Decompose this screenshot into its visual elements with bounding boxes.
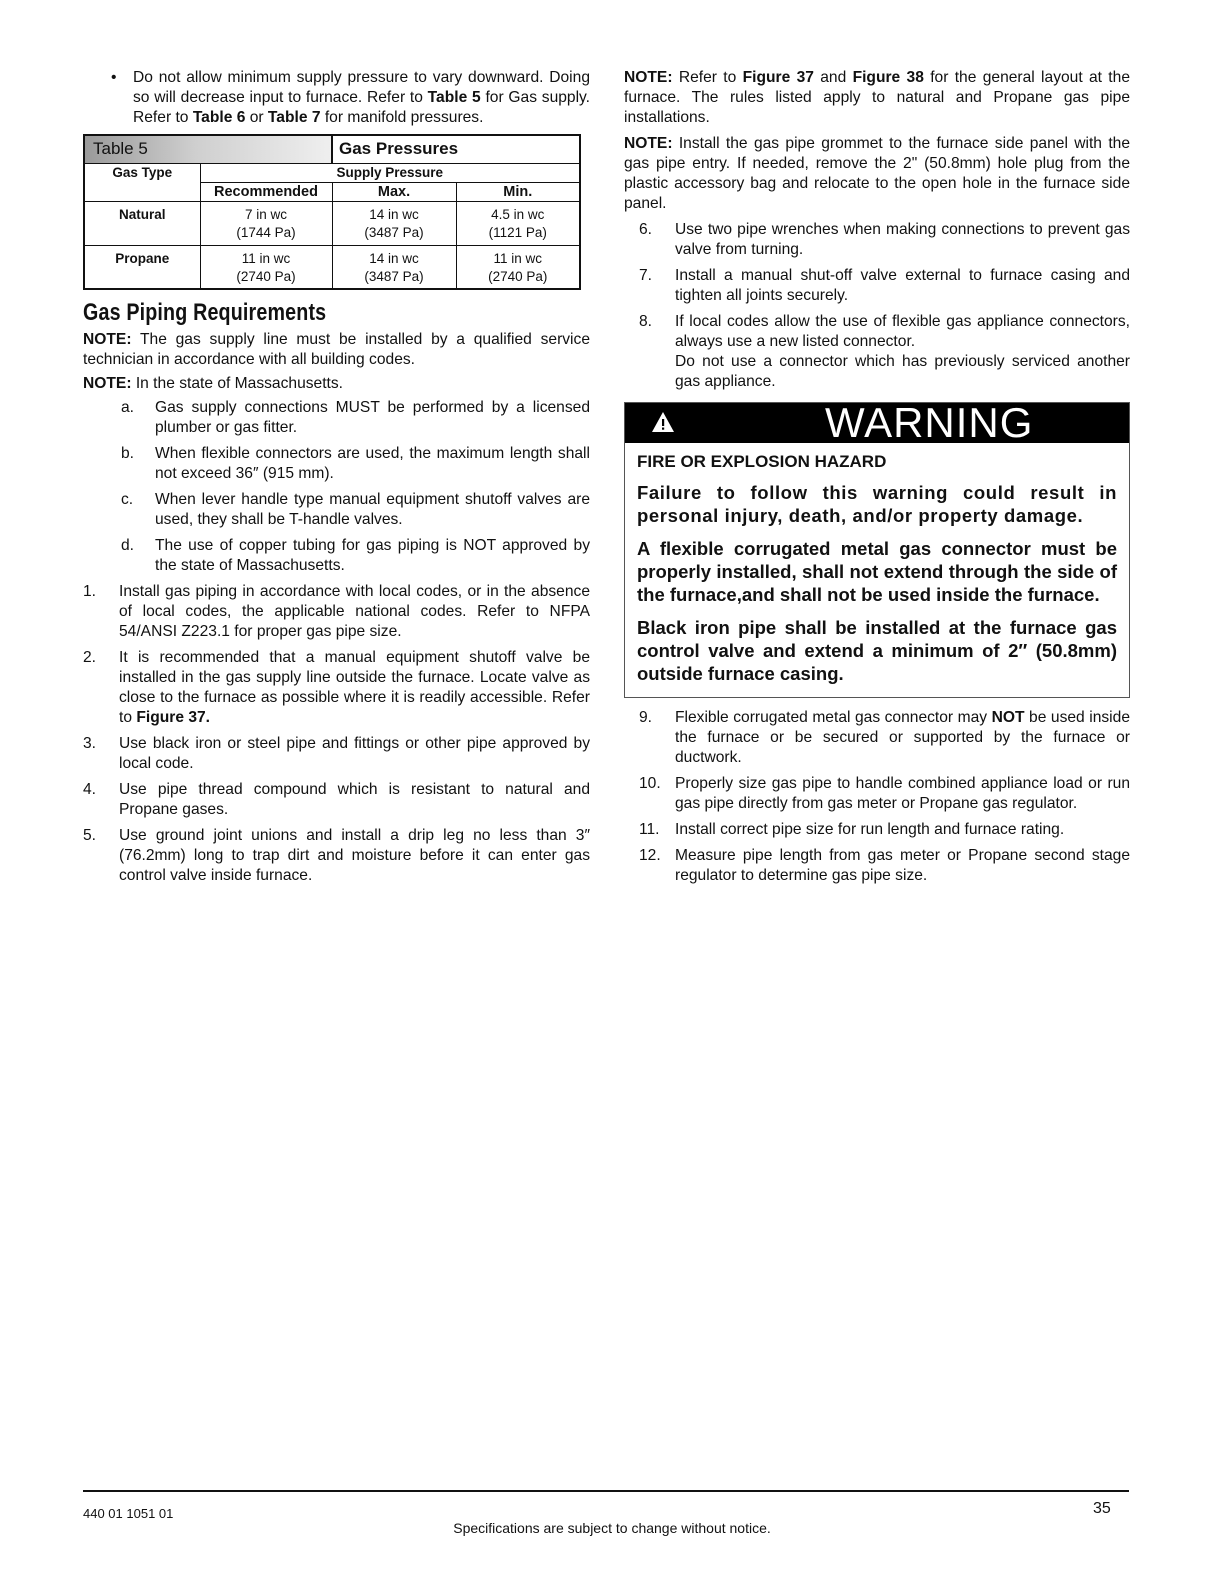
row-recommended: 7 in wc (1744 Pa) — [200, 201, 332, 245]
warning-title: WARNING — [825, 399, 1034, 446]
page-number: 35 — [1093, 1500, 1111, 1517]
list-item: b. When flexible connectors are used, the maximum length shall not exceed 36″ (915 mm). — [121, 445, 590, 482]
header-max: Max. — [332, 182, 456, 201]
row-min: 11 in wc (2740 Pa) — [456, 245, 580, 289]
note-massachusetts: NOTE: In the state of Massachusetts. — [83, 375, 344, 392]
warning-triangle-icon — [651, 411, 675, 433]
row-gas-type: Natural — [84, 201, 200, 245]
gas-pressures-table — [83, 134, 581, 290]
header-min: Min. — [456, 182, 580, 201]
table-header-row — [84, 163, 580, 182]
massachusetts-list — [83, 398, 590, 576]
list-item: 2. It is recommended that a manual equipment shutoff valve be installed in the gas supply line outside the furnace. Locate valve as close to the furnace as possible where it is readily accessible. Refer to Figure 37. — [83, 649, 590, 726]
footer-disclaimer: Specifications are subject to change without notice. — [453, 1520, 771, 1536]
list-item: 4. Use pipe thread compound which is resistant to natural and Propane gases. — [83, 781, 590, 818]
note-qualified-technician: NOTE: The gas supply line must be installed by a qualified service technician in accordance with all building codes. — [83, 331, 590, 368]
list-item: 9. Flexible corrugated metal gas connector may NOT be used inside the furnace or be secured or supported by the furnace or ductwork. — [639, 709, 1130, 766]
list-item: 10. Properly size gas pipe to handle combined appliance load or run gas pipe directly from gas meter or Propane gas regulator. — [639, 775, 1130, 812]
row-max: 14 in wc (3487 Pa) — [332, 245, 456, 289]
document-number: 440 01 1051 01 — [83, 1506, 174, 1521]
list-item: 7. Install a manual shut-off valve external to furnace casing and tighten all joints securely. — [639, 267, 1130, 304]
numbered-list-left — [83, 582, 590, 886]
list-item: a. Gas supply connections MUST be performed by a licensed plumber or gas fitter. — [121, 399, 590, 436]
table-name: Gas Pressures — [332, 135, 580, 163]
numbered-list-right-bottom — [624, 708, 1130, 886]
list-item: 11. Install correct pipe size for run length and furnace rating. — [639, 821, 1065, 838]
list-item: 1. Install gas piping in accordance with local codes, or in the absence of local codes, the applicable national codes. Refer to NFPA 54/ANSI Z223.1 for proper gas pipe size. — [83, 583, 590, 640]
row-max: 14 in wc (3487 Pa) — [332, 201, 456, 245]
list-item: 6. Use two pipe wrenches when making connections to prevent gas valve from turning. — [639, 221, 1130, 258]
list-item: d. The use of copper tubing for gas piping is NOT approved by the state of Massachusetts. — [121, 537, 590, 574]
row-min: 4.5 in wc (1121 Pa) — [456, 201, 580, 245]
header-supply-pressure: Supply Pressure — [200, 163, 580, 182]
list-item: 5. Use ground joint unions and install a drip leg no less than 3″ (76.2mm) long to trap dirt and moisture before it can enter gas control valve inside furnace. — [83, 827, 590, 884]
row-recommended: 11 in wc (2740 Pa) — [200, 245, 332, 289]
list-item: 3. Use black iron or steel pipe and fittings or other pipe approved by local code. — [83, 735, 590, 772]
right-column — [624, 68, 1130, 892]
numbered-list-right-top — [624, 220, 1130, 392]
list-item: 12. Measure pipe length from gas meter or Propane second stage regulator to determine gas pipe size. — [639, 847, 1130, 884]
header-gas-type: Gas Type — [84, 163, 200, 201]
warning-text-injury: Failure to follow this warning could result in personal injury, death, and/or property damage. — [637, 482, 1117, 526]
note-grommet: NOTE: Install the gas pipe grommet to the furnace side panel with the gas pipe entry. If needed, remove the 2" (50.8mm) hole plug from the plastic accessory bag and relocate to the open hole in the furnace side panel. — [624, 135, 1130, 212]
warning-banner — [625, 399, 1129, 446]
warning-box — [624, 399, 1130, 698]
table-row — [84, 201, 580, 245]
left-column — [83, 68, 590, 892]
hazard-title: FIRE OR EXPLOSION HAZARD — [637, 452, 887, 471]
footer-divider — [83, 1490, 1129, 1492]
warning-text-black-iron: Black iron pipe shall be installed at the furnace gas control valve and extend a minimum of 2″ (50.8mm) outside furnace casing. — [637, 617, 1117, 684]
table-row — [84, 245, 580, 289]
table-title-row — [84, 135, 580, 163]
warning-text-connector: A flexible corrugated metal gas connector must be properly installed, shall not extend through the side of the furnace,and shall not be used inside the furnace. — [637, 538, 1117, 605]
bullet-dot-icon: • — [111, 69, 117, 86]
list-item: 8. If local codes allow the use of flexible gas appliance connectors, always use a new listed connector. Do not use a connector which has previously serviced another gas appliance. — [639, 313, 1130, 390]
supply-pressure-bullet: • Do not allow minimum supply pressure to vary downward. Doing so will decrease input to furnace. Refer to Table 5 for Gas supply. Refer to Table 6 or Table 7 for manifold pressures. — [111, 69, 591, 126]
note-figure-layout: NOTE: Refer to Figure 37 and Figure 38 for the general layout at the furnace. The rules listed apply to natural and Propane gas pipe installations. — [624, 69, 1130, 126]
row-gas-type: Propane — [84, 245, 200, 289]
section-title: Gas Piping Requirements — [83, 299, 327, 326]
list-item: c. When lever handle type manual equipment shutoff valves are used, they shall be T-handle valves. — [121, 491, 590, 528]
header-recommended: Recommended — [200, 182, 332, 201]
table-label: Table 5 — [84, 135, 332, 163]
